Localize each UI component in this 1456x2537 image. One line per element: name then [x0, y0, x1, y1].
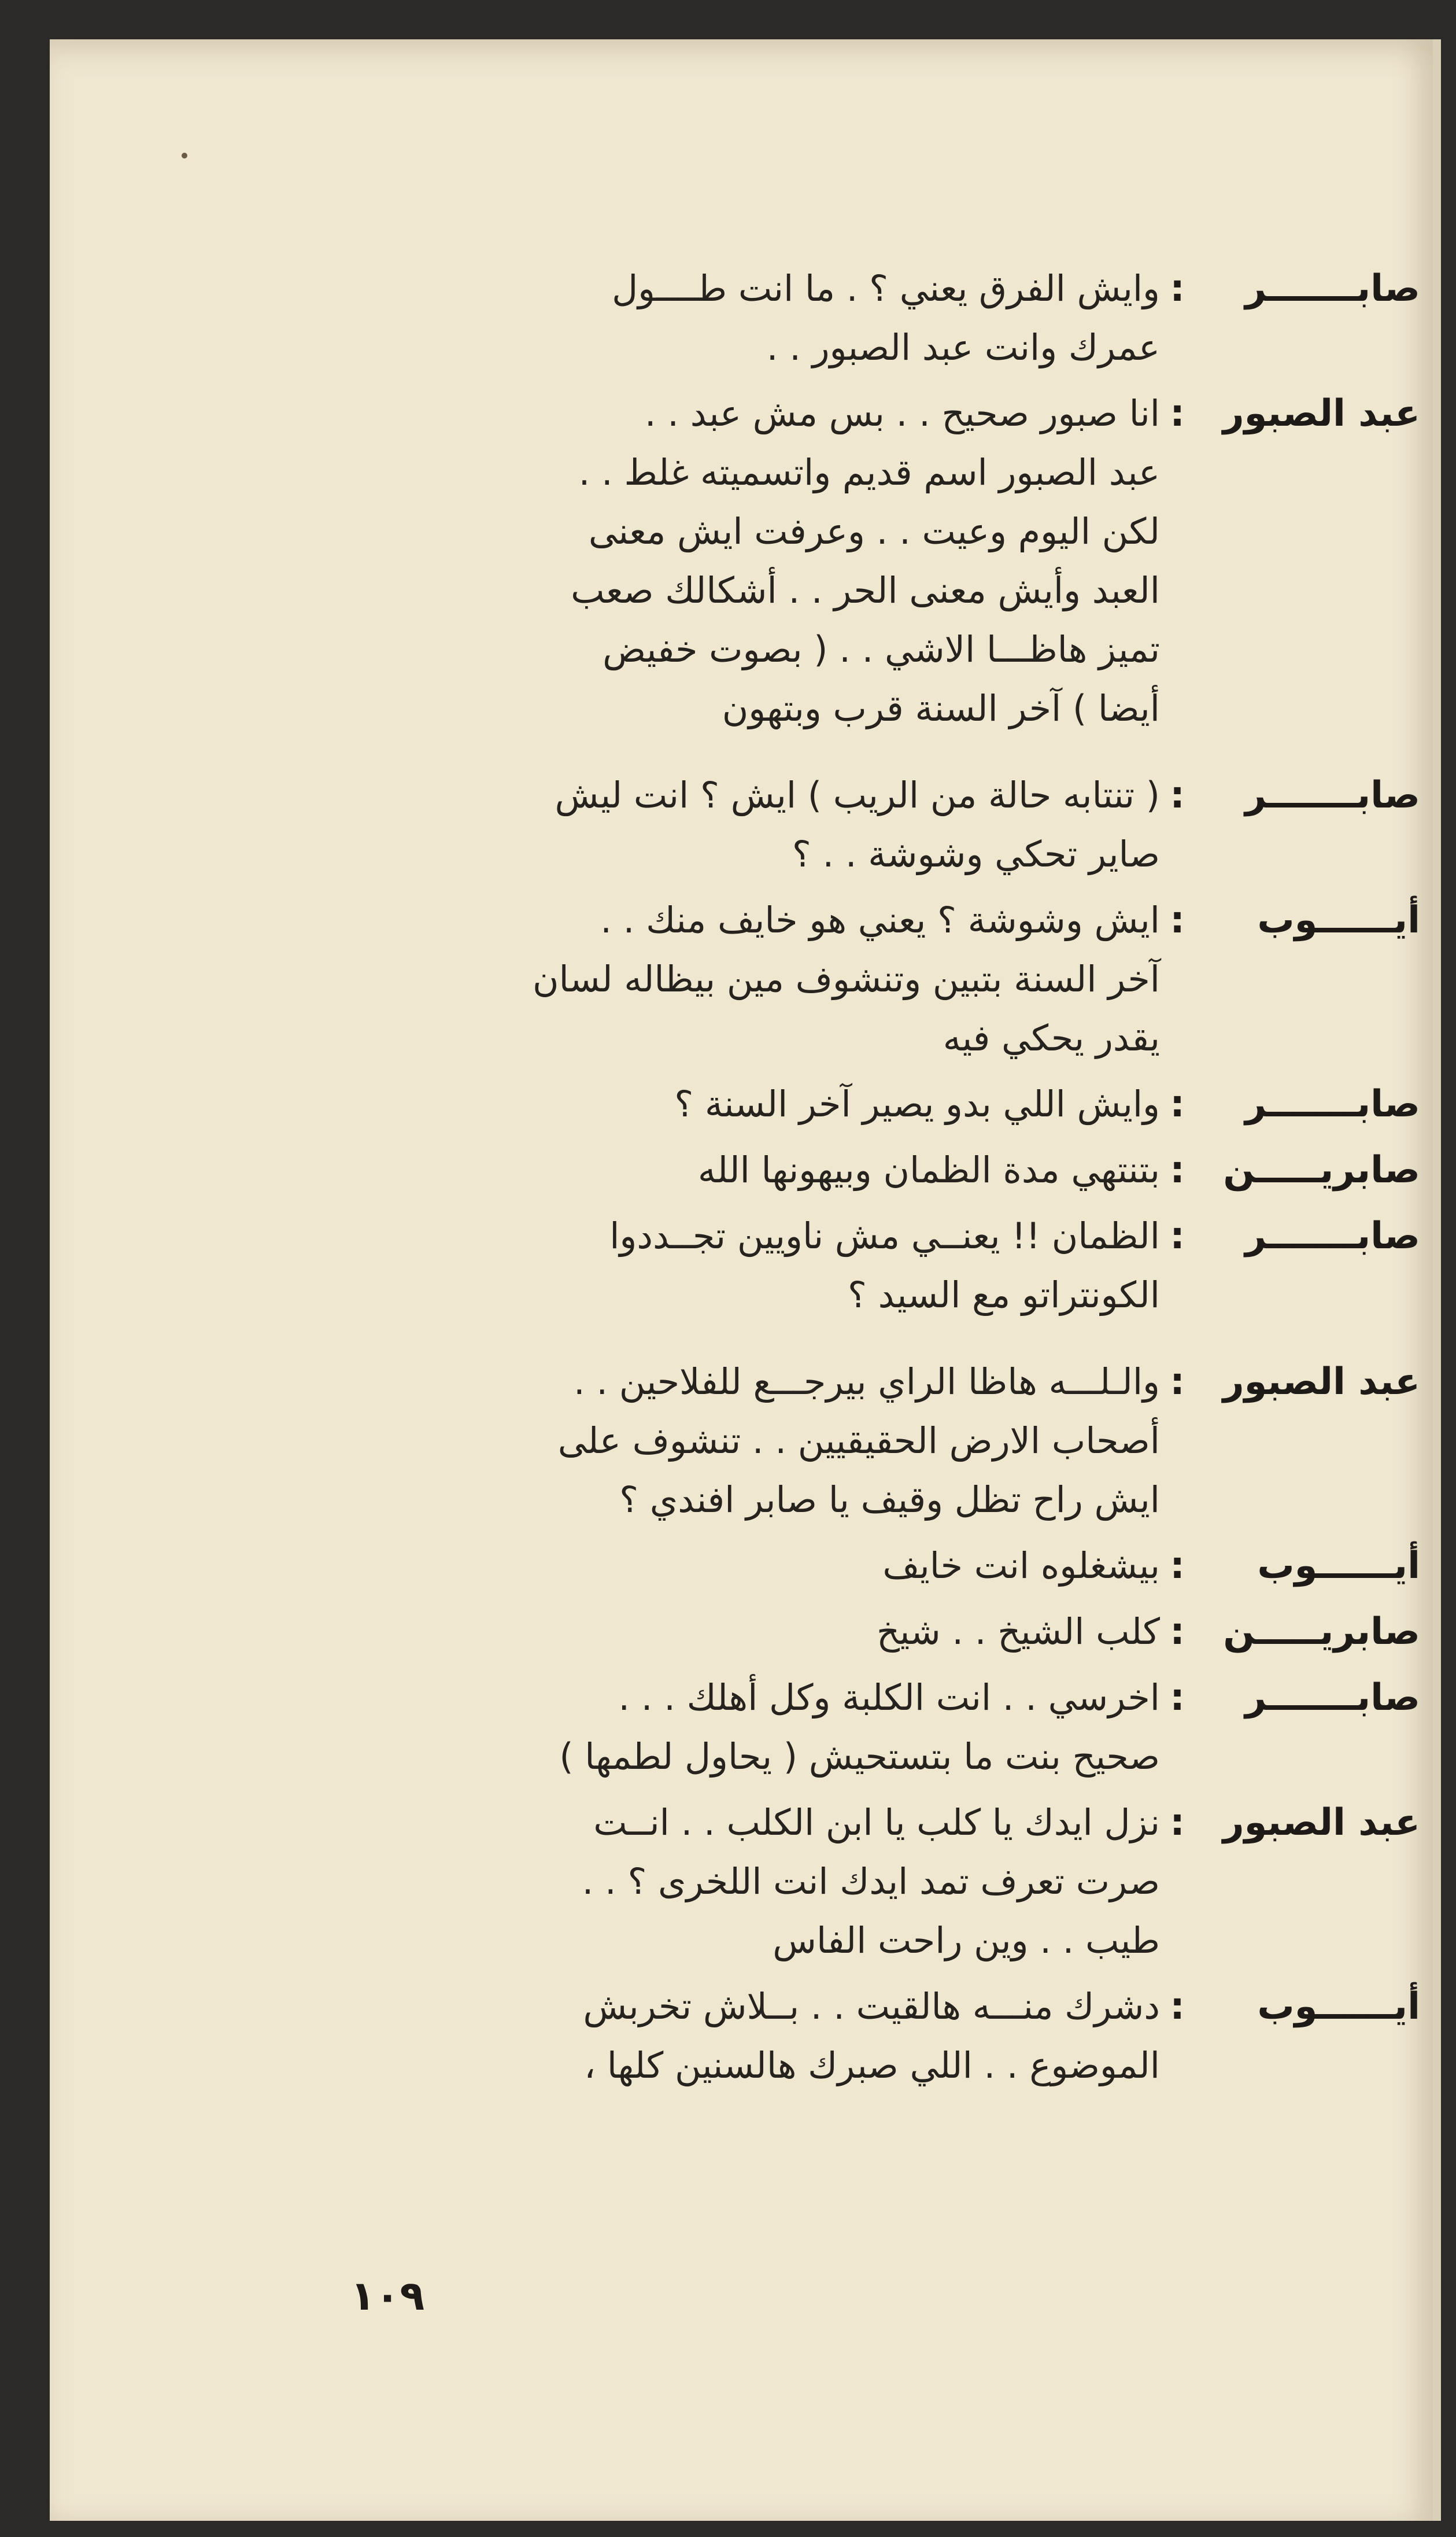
- colon: :: [1170, 774, 1185, 817]
- speech-lines: [223, 1668, 1160, 1786]
- dialogue-entry: [223, 1141, 1420, 1200]
- dialogue-entry: [223, 1352, 1420, 1529]
- colon: :: [1170, 1149, 1185, 1192]
- speaker-name: صابـــــــر: [1245, 1083, 1420, 1126]
- speech-line: بيشغلوه انت خايف: [882, 1544, 1160, 1587]
- colon: :: [1170, 1801, 1185, 1844]
- speaker-name: صابـــــــر: [1245, 774, 1420, 817]
- speech-lines: [223, 891, 1160, 1068]
- speech-line: الموضوع . . اللي صبرك هالسنين كلها ،: [584, 2044, 1160, 2086]
- colon: :: [1170, 267, 1185, 310]
- speech-line: صحيح بنت ما بتستحيش ( يحاول لطمها ): [559, 1735, 1160, 1778]
- dialogue-entry: [223, 1977, 1420, 2095]
- speech-line: أصحاب الارض الحقيقيين . . تنشوف على: [557, 1419, 1160, 1462]
- speaker-name: عبد الصبور: [1222, 1360, 1420, 1403]
- colon: :: [1170, 1610, 1185, 1653]
- book-page: [50, 39, 1433, 2521]
- speech-lines: [223, 1075, 1160, 1134]
- speech-lines: [223, 384, 1160, 738]
- play-dialogue: [223, 259, 1420, 2102]
- speech-line: العبد وأيش معنى الحر . . أشكالك صعب: [571, 569, 1160, 611]
- speech-line: عبد الصبور اسم قديم واتسميته غلط . .: [578, 451, 1160, 493]
- dialogue-entry: [223, 766, 1420, 884]
- speaker-name: أيــــــوب: [1257, 1985, 1420, 2028]
- speech-line: آخر السنة بتبين وتنشوف مين بيظاله لسان: [532, 958, 1160, 1000]
- speaker-name: أيــــــوب: [1257, 1544, 1420, 1587]
- speech-line: بتنتهي مدة الظمان وبيهونها الله: [697, 1149, 1160, 1191]
- speech-line: كلب الشيخ . . شيخ: [876, 1610, 1160, 1653]
- speaker-name: عبد الصبور: [1222, 1801, 1420, 1844]
- speech-line: يقدر يحكي فيه: [943, 1017, 1160, 1059]
- colon: :: [1170, 1215, 1185, 1258]
- dialogue-entry: [223, 1668, 1420, 1786]
- speech-line: نزل ايدك يا كلب يا ابن الكلب . . انــت: [593, 1801, 1160, 1843]
- dialogue-entry: [223, 1602, 1420, 1661]
- speaker-name: صابريـــــن: [1223, 1610, 1420, 1653]
- speaker-name: أيــــــوب: [1257, 899, 1420, 942]
- paper-speck: [182, 153, 187, 158]
- dialogue-entry: [223, 1207, 1420, 1325]
- colon: :: [1170, 1676, 1185, 1719]
- speech-line: دشرك منـــه هالقيت . . بــلاش تخربش: [583, 1985, 1160, 2027]
- dialogue-entry: [223, 1793, 1420, 1970]
- colon: :: [1170, 1985, 1185, 2028]
- speech-lines: [223, 1141, 1160, 1200]
- page-number: ١٠٩: [350, 2272, 425, 2320]
- colon: :: [1170, 1083, 1185, 1126]
- speech-lines: [223, 1977, 1160, 2095]
- speech-line: طيب . . وين راحت الفاس: [773, 1919, 1160, 1961]
- speech-lines: [223, 1602, 1160, 1661]
- speech-line: لكن اليوم وعيت . . وعرفت ايش معنى: [588, 510, 1160, 552]
- speech-line: وايش الفرق يعني ؟ . ما انت طــــول: [612, 267, 1160, 309]
- speech-lines: [223, 1207, 1160, 1325]
- speaker-name: صابـــــــر: [1245, 267, 1420, 310]
- speech-line: وايش اللي بدو يصير آخر السنة ؟: [674, 1083, 1160, 1125]
- speech-lines: [223, 1793, 1160, 1970]
- speech-line: اخرسي . . انت الكلبة وكل أهلك . . .: [618, 1676, 1160, 1719]
- speech-line: ايش راح تظل وقيف يا صابر افندي ؟: [619, 1478, 1160, 1521]
- dialogue-entry: [223, 384, 1420, 738]
- dialogue-entry: [223, 1536, 1420, 1595]
- speech-line: عمرك وانت عبد الصبور . .: [766, 326, 1160, 368]
- speech-line: ايش وشوشة ؟ يعني هو خايف منك . .: [600, 899, 1160, 941]
- speech-line: الظمان !! يعنــي مش ناويين تجــددوا: [609, 1215, 1160, 1257]
- speech-line: الكونتراتو مع السيد ؟: [848, 1274, 1160, 1316]
- colon: :: [1170, 392, 1185, 435]
- speech-line: صرت تعرف تمد ايدك انت اللخرى ؟ . .: [582, 1860, 1160, 1902]
- speech-line: تميز هاظـــا الاشي . . ( بصوت خفيض: [603, 628, 1160, 670]
- colon: :: [1170, 1360, 1185, 1403]
- speech-line: والـلـــه هاظا الراي بيرجـــع للفلاحين . .: [573, 1360, 1160, 1403]
- dialogue-entry: [223, 891, 1420, 1068]
- colon: :: [1170, 1544, 1185, 1587]
- speaker-name: صابـــــــر: [1245, 1215, 1420, 1258]
- speech-line: أيضا ) آخر السنة قرب وبتهون: [722, 687, 1160, 729]
- dialogue-entry: [223, 259, 1420, 377]
- speech-lines: [223, 259, 1160, 377]
- speech-line: ( تنتابه حالة من الريب ) ايش ؟ انت ليش: [555, 774, 1160, 816]
- dialogue-entry: [223, 1075, 1420, 1134]
- speech-line: صاير تحكي وشوشة . . ؟: [792, 833, 1160, 875]
- speaker-name: صابـــــــر: [1245, 1676, 1420, 1719]
- colon: :: [1170, 899, 1185, 942]
- page-edge: [1433, 39, 1441, 2521]
- speaker-name: عبد الصبور: [1222, 392, 1420, 435]
- speech-lines: [223, 766, 1160, 884]
- speech-lines: [223, 1536, 1160, 1595]
- speaker-name: صابريـــــن: [1223, 1149, 1420, 1192]
- speech-line: انا صبور صحيح . . بس مش عبد . .: [644, 392, 1160, 434]
- speech-lines: [223, 1352, 1160, 1529]
